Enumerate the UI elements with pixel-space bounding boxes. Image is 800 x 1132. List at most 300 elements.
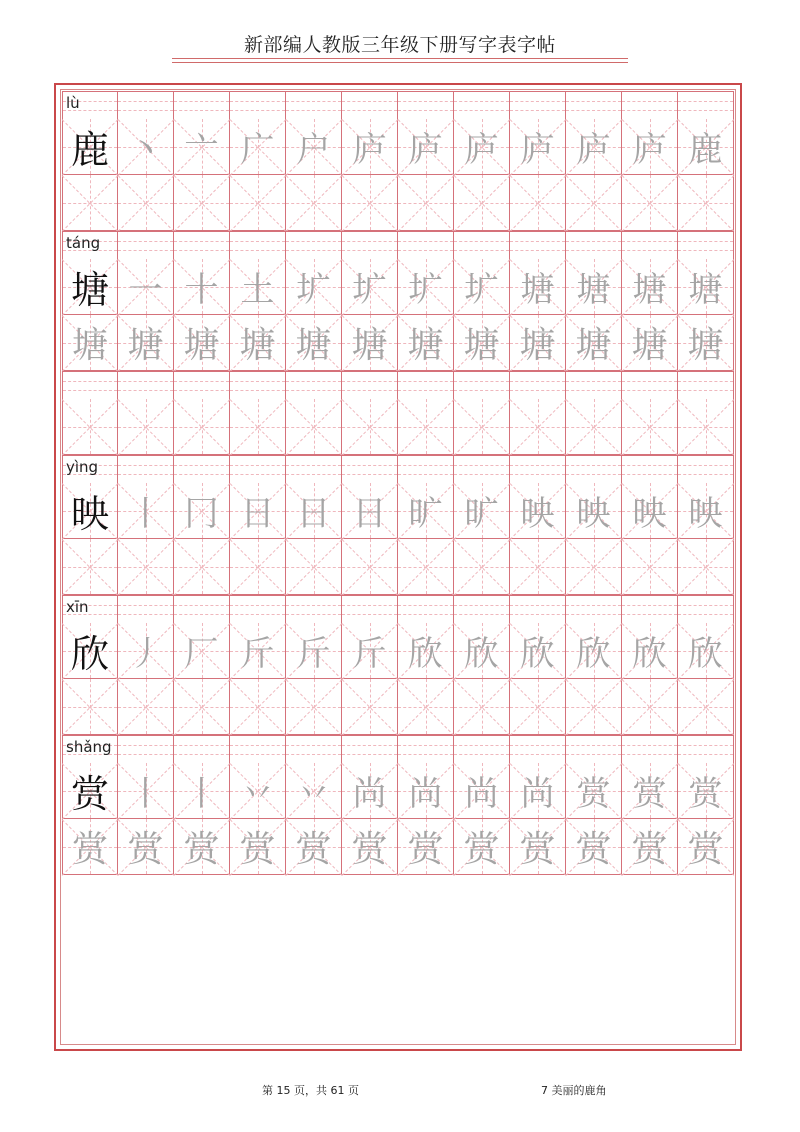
guide-line <box>398 465 453 466</box>
stroke-step: 圹 <box>408 270 443 310</box>
pinyin-cell <box>454 231 510 259</box>
tracing-cell[interactable] <box>398 819 454 875</box>
pinyin-cell <box>622 231 678 259</box>
tracing-cell[interactable] <box>62 819 118 875</box>
tracing-cell[interactable] <box>62 315 118 371</box>
tracing-cell[interactable] <box>398 315 454 371</box>
practice-cell[interactable] <box>622 175 678 231</box>
trace-character: 赏 <box>687 829 724 870</box>
pinyin-row <box>62 735 736 763</box>
stroke-order-row <box>62 259 736 315</box>
guide-line <box>286 465 341 466</box>
guide-line <box>286 605 341 606</box>
guide-line <box>118 605 173 606</box>
stroke-step: 丶 <box>128 130 163 170</box>
practice-cell[interactable] <box>510 175 566 231</box>
pinyin-row <box>62 371 736 399</box>
stroke-step: 亠 <box>184 130 219 170</box>
stroke-step: 户 <box>296 130 331 170</box>
stroke-step-cell <box>622 119 678 175</box>
stroke-step-cell <box>510 259 566 315</box>
pinyin-cell <box>342 91 398 119</box>
tracing-cell[interactable] <box>230 315 286 371</box>
pinyin-cell <box>454 595 510 623</box>
pinyin-cell <box>454 91 510 119</box>
guide-line <box>566 381 621 382</box>
guide-line <box>566 614 621 615</box>
pinyin-row <box>62 231 736 259</box>
guide-line <box>622 390 677 391</box>
practice-cell[interactable] <box>566 679 622 735</box>
guide-line <box>286 745 341 746</box>
pinyin-cell <box>342 735 398 763</box>
guide-line <box>566 250 621 251</box>
trace-character: 塘 <box>463 325 500 366</box>
tracing-cell[interactable] <box>678 819 734 875</box>
guide-line <box>622 754 677 755</box>
stroke-step-cell <box>622 259 678 315</box>
pinyin-cell <box>510 455 566 483</box>
stroke-step: 映 <box>520 494 555 534</box>
stroke-step-cell <box>622 763 678 819</box>
stroke-step: 斤 <box>240 634 275 674</box>
practice-cell[interactable] <box>454 399 510 455</box>
pinyin-cell <box>566 735 622 763</box>
practice-cell[interactable] <box>510 539 566 595</box>
guide-line <box>622 101 677 102</box>
guide-line <box>566 605 621 606</box>
guide-line <box>342 465 397 466</box>
guide-line <box>510 465 565 466</box>
stroke-step-cell <box>118 119 174 175</box>
tracing-row <box>62 315 736 371</box>
stroke-step: 欣 <box>632 634 667 674</box>
lesson-title: 7 美丽的鹿角 <box>541 1084 607 1097</box>
guide-line <box>174 614 229 615</box>
tracing-cell[interactable] <box>622 315 678 371</box>
pinyin-cell <box>230 735 286 763</box>
stroke-step: 塘 <box>576 270 611 310</box>
tracing-cell[interactable] <box>566 315 622 371</box>
stroke-step: 圹 <box>464 270 499 310</box>
guide-line <box>118 390 173 391</box>
trace-character: 塘 <box>295 325 332 366</box>
guide-line <box>118 110 173 111</box>
practice-cell[interactable] <box>62 539 118 595</box>
stroke-step-cell <box>678 259 734 315</box>
trace-character: 赏 <box>463 829 500 870</box>
guide-line <box>118 474 173 475</box>
pinyin-cell <box>286 231 342 259</box>
practice-cell[interactable] <box>62 399 118 455</box>
pinyin-cell <box>174 455 230 483</box>
practice-cell[interactable] <box>118 539 174 595</box>
pinyin-cell <box>118 595 174 623</box>
practice-cell[interactable] <box>566 399 622 455</box>
guide-line <box>566 754 621 755</box>
pinyin-cell <box>398 91 454 119</box>
pinyin-cell <box>678 371 734 399</box>
tracing-cell[interactable] <box>678 315 734 371</box>
guide-line <box>622 614 677 615</box>
guide-line <box>510 614 565 615</box>
guide-line <box>174 241 229 242</box>
guide-line <box>510 241 565 242</box>
practice-cell[interactable] <box>174 175 230 231</box>
practice-cell[interactable] <box>510 399 566 455</box>
pinyin-cell <box>118 371 174 399</box>
stroke-step-cell <box>510 483 566 539</box>
pinyin-cell <box>286 735 342 763</box>
stroke-step: 厂 <box>184 634 219 674</box>
stroke-step-cell <box>454 483 510 539</box>
stroke-step: 尚 <box>520 774 555 814</box>
stroke-step: 旷 <box>464 494 499 534</box>
pinyin-cell <box>174 91 230 119</box>
guide-line <box>174 465 229 466</box>
trace-character: 塘 <box>407 325 444 366</box>
stroke-step-cell <box>118 259 174 315</box>
pinyin-cell <box>62 371 118 399</box>
guide-line <box>566 745 621 746</box>
pinyin-cell <box>622 91 678 119</box>
practice-cell[interactable] <box>398 175 454 231</box>
stroke-step-cell <box>566 483 622 539</box>
guide-line <box>454 614 509 615</box>
blank-practice-row <box>62 539 736 595</box>
guide-line <box>342 381 397 382</box>
stroke-step: 塘 <box>520 270 555 310</box>
stroke-step-cell <box>342 623 398 679</box>
stroke-step: 丨 <box>128 774 163 814</box>
trace-character: 塘 <box>71 325 108 366</box>
pinyin-cell <box>678 231 734 259</box>
tracing-cell[interactable] <box>342 819 398 875</box>
practice-cell[interactable] <box>678 679 734 735</box>
practice-cell[interactable] <box>286 539 342 595</box>
guide-line <box>174 250 229 251</box>
title-rule-top <box>172 58 628 59</box>
practice-cell[interactable] <box>398 679 454 735</box>
practice-cell[interactable] <box>622 539 678 595</box>
pinyin-cell <box>286 371 342 399</box>
pinyin-cell <box>622 371 678 399</box>
stroke-step-cell <box>342 259 398 315</box>
main-character-cell <box>62 763 118 819</box>
tracing-cell[interactable] <box>230 819 286 875</box>
stroke-step: 旷 <box>408 494 443 534</box>
guide-line <box>566 465 621 466</box>
guide-line <box>174 101 229 102</box>
pinyin-cell <box>510 371 566 399</box>
main-character-cell <box>62 623 118 679</box>
practice-cell[interactable] <box>230 679 286 735</box>
stroke-step: 丿 <box>128 634 163 674</box>
practice-cell[interactable] <box>230 539 286 595</box>
practice-cell[interactable] <box>342 175 398 231</box>
guide-line <box>622 381 677 382</box>
pinyin-cell <box>174 371 230 399</box>
guide-line <box>118 250 173 251</box>
practice-cell[interactable] <box>174 539 230 595</box>
pinyin-label: yìng <box>66 458 99 476</box>
guide-line <box>398 754 453 755</box>
stroke-step: 鹿 <box>688 130 723 170</box>
trace-character: 塘 <box>519 325 556 366</box>
pinyin-cell <box>510 231 566 259</box>
pinyin-cell <box>342 231 398 259</box>
title-rule-bottom <box>172 62 628 63</box>
pinyin-cell <box>398 371 454 399</box>
guide-line <box>622 605 677 606</box>
pinyin-cell <box>118 91 174 119</box>
guide-line <box>286 250 341 251</box>
tracing-cell[interactable] <box>510 819 566 875</box>
guide-line <box>566 110 621 111</box>
practice-cell[interactable] <box>566 539 622 595</box>
practice-cell[interactable] <box>566 175 622 231</box>
practice-cell[interactable] <box>678 175 734 231</box>
trace-character: 赏 <box>631 829 668 870</box>
practice-cell[interactable] <box>286 679 342 735</box>
tracing-cell[interactable] <box>118 819 174 875</box>
pinyin-cell <box>454 371 510 399</box>
stroke-step: 赏 <box>688 774 723 814</box>
pinyin-cell <box>118 231 174 259</box>
pinyin-cell <box>678 735 734 763</box>
guide-line <box>510 745 565 746</box>
guide-line <box>622 110 677 111</box>
practice-cell[interactable] <box>454 175 510 231</box>
guide-line <box>398 250 453 251</box>
stroke-step-cell <box>510 119 566 175</box>
trace-character: 塘 <box>351 325 388 366</box>
guide-line <box>454 745 509 746</box>
stroke-step-cell <box>678 623 734 679</box>
stroke-step-cell <box>118 623 174 679</box>
trace-character: 赏 <box>519 829 556 870</box>
guide-line <box>622 241 677 242</box>
practice-cell[interactable] <box>678 399 734 455</box>
guide-line <box>174 390 229 391</box>
tracing-row <box>62 819 736 875</box>
guide-line <box>510 605 565 606</box>
stroke-step-cell <box>566 623 622 679</box>
guide-line <box>118 614 173 615</box>
practice-cell[interactable] <box>454 679 510 735</box>
pinyin-cell <box>398 595 454 623</box>
stroke-step: 冂 <box>184 494 219 534</box>
blank-practice-row <box>62 175 736 231</box>
guide-line <box>398 381 453 382</box>
guide-line <box>118 101 173 102</box>
stroke-step-cell <box>286 623 342 679</box>
stroke-step: 十 <box>184 270 219 310</box>
guide-line <box>622 745 677 746</box>
practice-cell[interactable] <box>398 539 454 595</box>
pinyin-cell <box>174 595 230 623</box>
guide-line <box>454 390 509 391</box>
pinyin-cell <box>510 595 566 623</box>
guide-line <box>510 754 565 755</box>
tracing-cell[interactable] <box>454 819 510 875</box>
pinyin-cell <box>118 735 174 763</box>
pinyin-label: táng <box>66 234 101 252</box>
stroke-step-cell <box>286 763 342 819</box>
tracing-cell[interactable] <box>342 315 398 371</box>
pinyin-cell <box>566 371 622 399</box>
practice-cell[interactable] <box>174 679 230 735</box>
practice-cell[interactable] <box>678 539 734 595</box>
stroke-step: 丷 <box>296 774 331 814</box>
trace-character: 赏 <box>183 829 220 870</box>
guide-line <box>510 474 565 475</box>
stroke-step: 庐 <box>520 130 555 170</box>
stroke-step-cell <box>342 119 398 175</box>
guide-line <box>286 381 341 382</box>
stroke-step-cell <box>230 483 286 539</box>
tracing-cell[interactable] <box>118 315 174 371</box>
practice-cell[interactable] <box>342 399 398 455</box>
stroke-step-cell <box>454 259 510 315</box>
stroke-step-cell <box>566 119 622 175</box>
practice-cell[interactable] <box>118 399 174 455</box>
guide-line <box>342 250 397 251</box>
stroke-step-cell <box>342 483 398 539</box>
practice-cell[interactable] <box>398 399 454 455</box>
main-character-cell <box>62 119 118 175</box>
stroke-step-cell <box>510 623 566 679</box>
guide-line <box>230 110 285 111</box>
stroke-step-cell <box>174 119 230 175</box>
guide-line <box>678 241 733 242</box>
practice-cell[interactable] <box>118 679 174 735</box>
stroke-step: 映 <box>632 494 667 534</box>
guide-line <box>566 390 621 391</box>
tracing-cell[interactable] <box>174 315 230 371</box>
tracing-cell[interactable] <box>454 315 510 371</box>
tracing-cell[interactable] <box>622 819 678 875</box>
stroke-step: 欣 <box>464 634 499 674</box>
pinyin-cell <box>342 371 398 399</box>
practice-cell[interactable] <box>454 539 510 595</box>
main-character: 欣 <box>70 632 109 676</box>
guide-line <box>118 465 173 466</box>
guide-line <box>398 110 453 111</box>
pinyin-cell <box>230 371 286 399</box>
stroke-step: 塘 <box>688 270 723 310</box>
practice-cell[interactable] <box>342 679 398 735</box>
guide-line <box>63 381 117 382</box>
guide-line <box>622 250 677 251</box>
stroke-step-cell <box>454 763 510 819</box>
guide-line <box>230 101 285 102</box>
pinyin-label: shǎng <box>66 738 112 756</box>
trace-character: 赏 <box>71 829 108 870</box>
guide-line <box>118 381 173 382</box>
stroke-step-cell <box>174 259 230 315</box>
guide-line <box>678 745 733 746</box>
trace-character: 塘 <box>631 325 668 366</box>
pinyin-cell <box>510 91 566 119</box>
stroke-step-cell <box>174 623 230 679</box>
guide-line <box>286 110 341 111</box>
practice-cell[interactable] <box>230 175 286 231</box>
tracing-cell[interactable] <box>286 819 342 875</box>
trace-character: 赏 <box>239 829 276 870</box>
tracing-cell[interactable] <box>566 819 622 875</box>
stroke-step: 庐 <box>408 130 443 170</box>
guide-line <box>230 614 285 615</box>
pinyin-cell <box>398 455 454 483</box>
pinyin-cell <box>286 595 342 623</box>
practice-cell[interactable] <box>286 399 342 455</box>
practice-cell[interactable] <box>622 679 678 735</box>
pinyin-cell <box>398 231 454 259</box>
stroke-step: 欣 <box>688 634 723 674</box>
pinyin-cell <box>230 455 286 483</box>
practice-cell[interactable] <box>622 399 678 455</box>
practice-cell[interactable] <box>286 175 342 231</box>
guide-line <box>454 605 509 606</box>
stroke-step-cell <box>678 119 734 175</box>
stroke-step-cell <box>230 119 286 175</box>
tracing-cell[interactable] <box>174 819 230 875</box>
pinyin-cell <box>174 735 230 763</box>
stroke-order-row <box>62 483 736 539</box>
stroke-step-cell <box>454 623 510 679</box>
stroke-step-cell <box>398 259 454 315</box>
stroke-step-cell <box>622 483 678 539</box>
practice-cell[interactable] <box>62 175 118 231</box>
tracing-cell[interactable] <box>286 315 342 371</box>
stroke-step: 斤 <box>296 634 331 674</box>
practice-cell[interactable] <box>510 679 566 735</box>
page-number: 第 15 页，共 61 页 <box>262 1084 359 1097</box>
guide-line <box>342 745 397 746</box>
practice-cell[interactable] <box>230 399 286 455</box>
practice-cell[interactable] <box>342 539 398 595</box>
pinyin-row <box>62 595 736 623</box>
guide-line <box>286 241 341 242</box>
pinyin-cell <box>622 735 678 763</box>
stroke-step-cell <box>566 259 622 315</box>
guide-line <box>678 381 733 382</box>
pinyin-cell <box>566 91 622 119</box>
guide-line <box>454 241 509 242</box>
stroke-step: 赏 <box>576 774 611 814</box>
guide-line <box>398 390 453 391</box>
stroke-step: 斤 <box>352 634 387 674</box>
practice-cell[interactable] <box>118 175 174 231</box>
stroke-step: 丷 <box>240 774 275 814</box>
pinyin-cell <box>454 735 510 763</box>
stroke-step: 尚 <box>408 774 443 814</box>
guide-line <box>342 390 397 391</box>
pinyin-cell <box>398 735 454 763</box>
stroke-step-cell <box>230 623 286 679</box>
stroke-step-cell <box>398 763 454 819</box>
pinyin-cell <box>342 595 398 623</box>
guide-line <box>678 101 733 102</box>
practice-cell[interactable] <box>62 679 118 735</box>
stroke-step: 欣 <box>520 634 555 674</box>
guide-line <box>286 754 341 755</box>
practice-cell[interactable] <box>174 399 230 455</box>
tracing-cell[interactable] <box>510 315 566 371</box>
guide-line <box>342 614 397 615</box>
stroke-step: 日 <box>296 494 331 534</box>
